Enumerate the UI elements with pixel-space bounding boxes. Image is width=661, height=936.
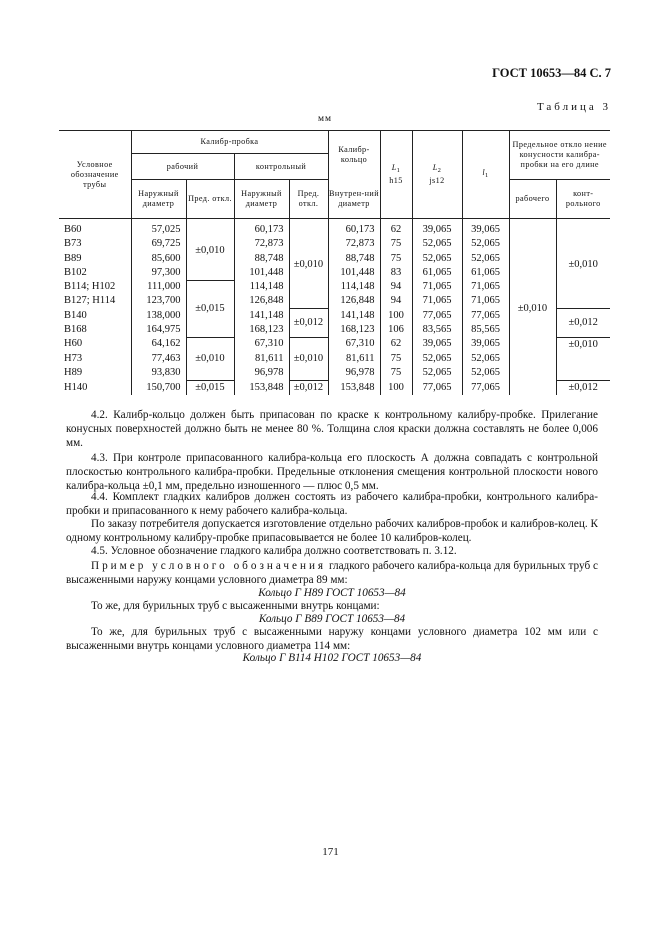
paragraph-same-1: То же, для бурильных труб с высаженными внутрь концами: (91, 600, 380, 612)
paragraph-4-3: 4.3. При контроле припасованного калибра-кольца его плоскость А должна совпадать с контрольной плоскостью контрольного калибра-пробки. Предельные отклонения смещения контрольной плоскости нового калибра-кольца ±0,1 мм, предельно изношенного — плюс 0,5 мм. (66, 452, 598, 493)
header-kalibr-probka: Калибр-пробка (131, 131, 328, 154)
header-rabochiy: рабочий (131, 154, 234, 180)
tol-rab-3: ±0,010 (186, 337, 234, 380)
paragraph-4-5: 4.5. Условное обозначение гладкого калибра должно соответствовать п. 3.12. (91, 545, 457, 557)
table-title: Таблица 3 (536, 101, 611, 113)
paragraph-example: Пример условного обозначения гладкого рабочего калибра-кольца для бурильных труб с высаженными наружу концами условного диаметра 89 мм: (66, 560, 598, 587)
calibre-table (59, 130, 610, 395)
tol-kontr-3: ±0,010 (289, 337, 328, 380)
header-rab-pred: Пред. откл. (186, 180, 234, 219)
unit-label: мм (318, 114, 333, 124)
table-row: Н60 64,162 ±0,010 67,310 ±0,010 67,310 62 39,065 39,065 ±0,010 (59, 337, 610, 351)
header-kalibr-kolco: Калибр-кольцо (328, 131, 380, 180)
table-row: Н73 77,463 81,611 81,611 75 52,065 52,065 (59, 352, 610, 366)
header-rab-naruzh: Наружный диаметр (131, 180, 186, 219)
header-kontr-pred: Пред. откл. (289, 180, 328, 219)
header-uslovnoe: Условное обозначение трубы (59, 131, 131, 219)
header-rabochego: рабочего (509, 180, 556, 219)
header-pred-konus: Предельное откло нение конусности калибра-пробки на его длине (509, 131, 610, 180)
page-header: ГОСТ 10653—84 С. 7 (492, 66, 611, 80)
konus-kontr-2: ±0,012 (556, 309, 610, 338)
tol-kontr-1: ±0,010 (289, 223, 328, 309)
example-1: Кольцо Г Н89 ГОСТ 10653—84 (258, 587, 406, 599)
table-row: В114; Н102 111,000 ±0,015 114,148 114,148 94 71,065 71,065 (59, 280, 610, 294)
table-row: В102 97,300 101,448 101,448 83 61,065 61,065 (59, 266, 610, 280)
table-row: Н89 93,830 96,978 96,978 75 52,065 52,065 (59, 366, 610, 380)
header-kontr-naruzh: Наружный диаметр (234, 180, 289, 219)
table-row: В89 85,600 88,748 88,748 75 52,065 52,065 (59, 252, 610, 266)
header-L2: $L_2$ js12 (412, 131, 462, 219)
paragraph-same-2: То же, для бурильных труб с высаженными наружу концами условного диаметра 102 мм или с высаженными внутрь концами условного диаметра 114 мм: (66, 626, 598, 653)
table-row: В73 69,725 72,873 72,873 75 52,065 52,065 (59, 237, 610, 251)
tol-rab-4: ±0,015 (186, 380, 234, 395)
header-L1: $L_1$ h15 (380, 131, 412, 219)
example-3: Кольцо Г В114 Н102 ГОСТ 10653—84 (242, 652, 422, 664)
header-kontrolnogo: конт-рольного (556, 180, 610, 219)
table-row: В127; Н114 123,700 126,848 126,848 94 71,065 71,065 (59, 294, 610, 308)
header-l1: $l_1$ (462, 131, 509, 219)
tol-rab-1: ±0,010 (186, 223, 234, 280)
konus-kontr-1: ±0,010 (556, 223, 610, 309)
page-number: 171 (322, 846, 339, 858)
tol-kontr-4: ±0,012 (289, 380, 328, 395)
konus-kontr-3: ±0,010 (556, 337, 610, 380)
table-row: В60 57,025 ±0,010 60,173 ±0,010 60,173 62 39,065 39,065 ±0,010 ±0,010 (59, 223, 610, 237)
paragraph-4-4: 4.4. Комплект гладких калибров должен состоять из рабочего калибра-пробки, контрольного калибра-пробки и припасованного к нему рабочего калибра-кольца. (66, 491, 598, 518)
tol-kontr-2: ±0,012 (289, 309, 328, 338)
tol-rab-2: ±0,015 (186, 280, 234, 337)
example-2: Кольцо Г В89 ГОСТ 10653—84 (258, 613, 406, 625)
table-row: В168 164,975 168,123 168,123 106 83,565 85,565 (59, 323, 610, 337)
konus-rabochego: ±0,010 (509, 223, 556, 395)
konus-kontr-4: ±0,012 (568, 381, 598, 393)
paragraph-4-2: 4.2. Калибр-кольцо должен быть припасован по краске к контрольному калибру-пробке. Прилегание конусных поверхностей должно быть не менее 80 %. Толщина слоя краски должна составлять не более 0,006 мм. (66, 409, 598, 450)
table-row: В140 138,000 141,148 ±0,012 141,148 100 77,065 77,065 ±0,012 (59, 309, 610, 323)
header-vnutr-diam: Внутрен-ний диаметр (328, 180, 380, 219)
table-row: Н140 150,700 ±0,015 153,848 ±0,012 153,848 100 77,065 77,065 ±0,012 (59, 380, 610, 395)
header-kontrolny: контрольный (234, 154, 328, 180)
paragraph-order: По заказу потребителя допускается изготовление отдельно рабочих калибров-пробок и калибров-колец. К одному контрольному калибру-пробке припасовывается не более 10 калибров-колец. (66, 518, 598, 545)
